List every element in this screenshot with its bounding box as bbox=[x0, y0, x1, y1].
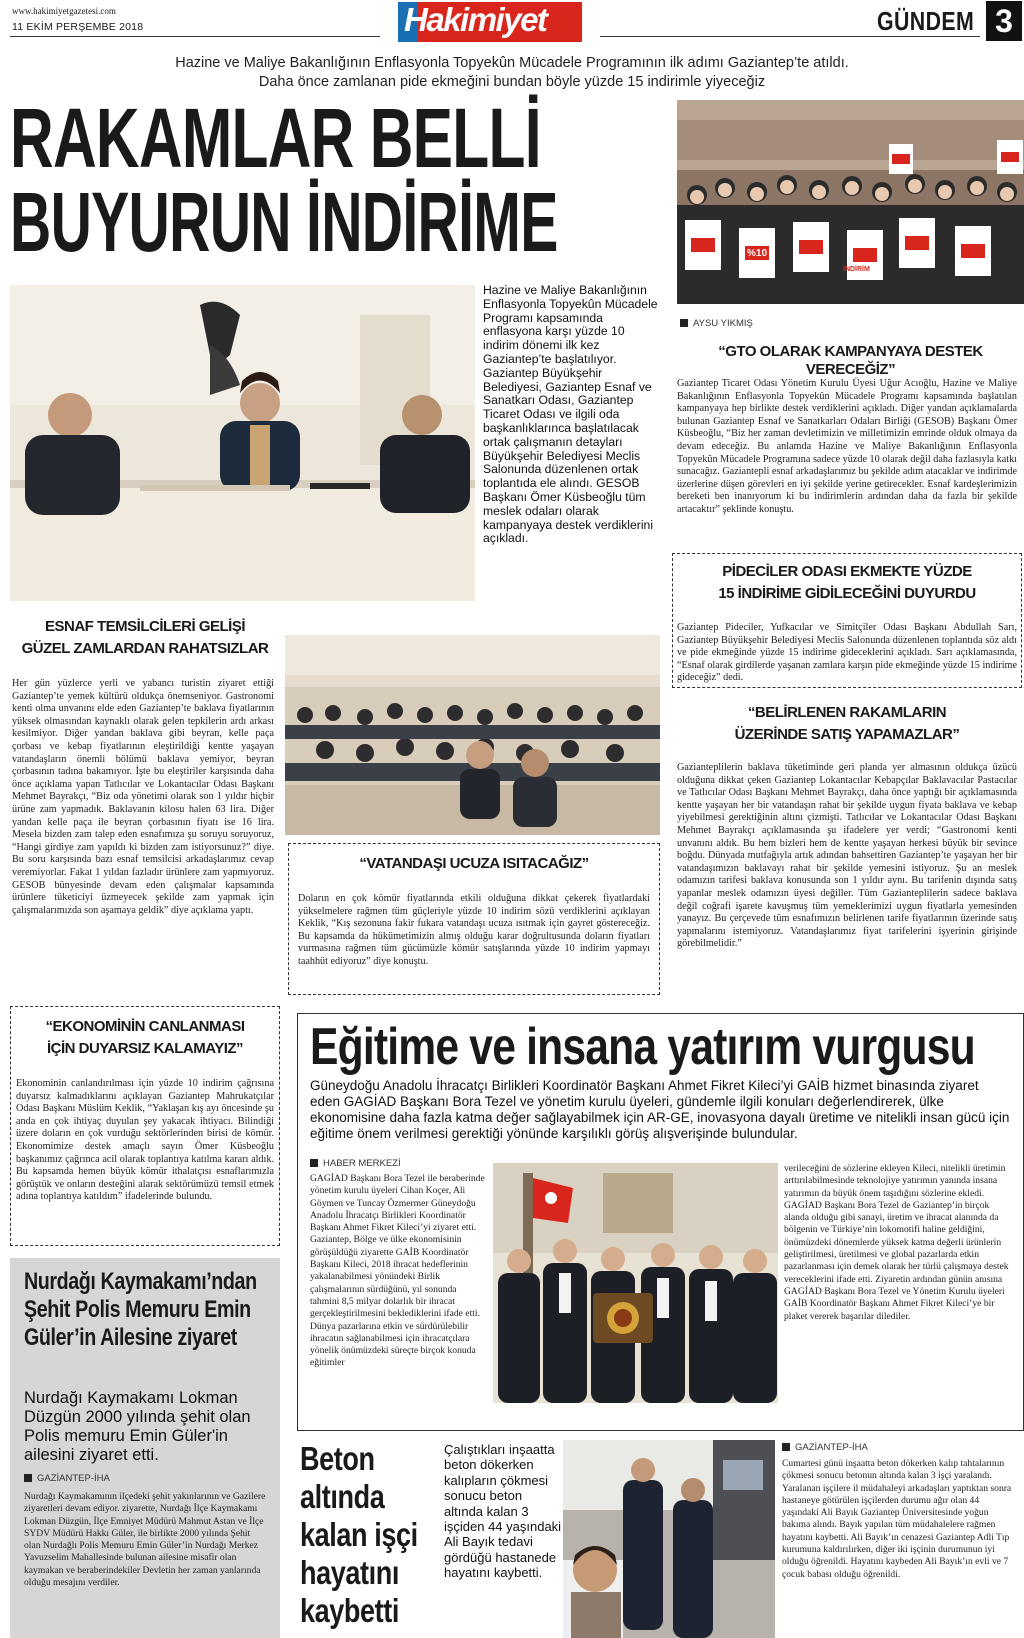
kicker-line-1: Hazine ve Maliye Bakanlığının Enflasyonla Topyekûn Mücadele Programının ilk adımı Gaziantep’te atıldı. bbox=[175, 55, 849, 71]
ekonomi-title-2: İÇİN DUYARSIZ KALAMAYIZ” bbox=[46, 1040, 244, 1057]
gto-body: Gaziantep Ticaret Odası Yönetim Kurulu Üyesi Uğur Acıoğlu, Hazine ve Maliye Bakanlığının Enflasyonla Topyekûn Mücadele Programı kapsamında başlatılan kampanyaya hep birlikte destek verdiklerini açıkladı. Diğer yandan açıklamalarda bulunan Gaziantep Esnaf ve Sanatkarları Odaları Birliği (GESOB) Başkanı Ömer Küsbeoğlu, “Biz her zaman devletimizin ve milletimizin emrinde olduk olmaya da devam edeceğiz. Bu anlamda Hazine ve Maliye Bakanlığının Enflasyonla Topyekûn Mücadele Programına sadece yüzde 10 olarak değil daha fazlasıyla katkı sunacağız. Gaziantepli esnaf arkadaşlarımız bu şekilde adım atacaklar ve indirimde üzerlerine düşen görevleri en iyi şekilde yerine getirecekler. Esnaf kardeşlerimizin bereketi ben inanıyorum ki bu indirimlerin ardından daha da fazla bir şekilde artacaktır” şeklinde konuştu. bbox=[677, 378, 1017, 515]
egitim-byline-text: HABER MERKEZİ bbox=[323, 1158, 401, 1169]
byline-marker bbox=[310, 1159, 318, 1167]
beton-body: Cumartesi günü inşaatta beton dökerken kalıp tahtalarının çökmesi sonucu betonun altında kalan 3 işçi yaralandı. Yaralanan işçilere il müdahaleyi arkadaşları yaptıktan sonra hastaneye götürülen işçilerden durumu ağır olan 44 yaşındaki Ali Bayık Gaziantep Üniversitesinde yoğun bakıma alındı. Bayık yapılan tüm müdahalelere rağmen hayatını kaybetti. Ali Bayık’ın cenazesi Gaziantep Adli Tıp kurumuna kaldırılırken, diğer iki işçinin durumunun iyi olduğu öğrenildi. Hayatını kaybeden Ali Bayık’ın evli ve 7 çocuk babası olduğu öğrenildi. bbox=[782, 1458, 1012, 1580]
sign-label-percent: %10 bbox=[747, 248, 768, 259]
byline-marker bbox=[680, 319, 688, 327]
vatandas-body: Doların en çok kömür fiyatlarında etkili olduğuna dikkat çekerek fiyatlardaki yükselmelere rağmen tüm güçleriyle yüzde 10 indirim sözü verdiklerini açıklayan Keklik, “Kış sezonuna fakir fukara vatandaşı ucuza ısıtmak için gayret göstereceğiz. Bu kapsamda da hükümetimizin almış olduğu karar doğrultusunda doların fiyatları vurmasına rağmen tüm gücümüzle kömür satışlarında yüzde 10 indirim yapmayı taahhüt ediyoruz” diye konuştu. bbox=[298, 893, 650, 967]
byline-marker bbox=[24, 1474, 32, 1482]
page-number: 3 bbox=[995, 3, 1013, 39]
esnaf-title-1: ESNAF TEMSİLCİLERİ GELİŞİ bbox=[44, 618, 245, 635]
section-rule bbox=[600, 36, 980, 37]
ekonomi-title-1: “EKONOMİNİN CANLANMASI bbox=[45, 1018, 245, 1035]
belirlenen-title-1: “BELİRLENEN RAKAMLARIN bbox=[747, 704, 947, 721]
campaign-photo bbox=[677, 100, 1024, 304]
headline-line-1: RAKAMLAR BELLİ bbox=[10, 91, 541, 185]
nurdagi-byline-text: GAZİANTEP-İHA bbox=[37, 1473, 110, 1484]
egitim-body-right: verileceğini de sözlerine ekleyen Kileci, nitelikli üretimin arttırılabilmesinde teknolojiye yatırımın yanında insana yatırımın da büyük önem taşıdığını sözlerine ekledi. GAGİAD Başkanı Bora Tezel de Gaziantep’in birçok alanda olduğu gibi sanayi, üretim ve ihracat alanında da bölgenin ve Türkiye’nin lokomotifi haline geldiğini, önümüzdeki dönemlerde yüksek katma değerli ürünlerin geliştirilmesi, üretilmesi ve global pazarlarda etkin pazarlanması için demek olarak her türlü çalışmaya destek vereceklerini ifade etti. Ziyaretin ardından günün anısına GAGİAD Başkanı Bora Tezel ve Yönetim Kurulu üyeleri GAİB Koordinatör Başkanı Ahmet Fikret Kileci’ye bir plaket vererek başarılar dilediler. bbox=[784, 1163, 1009, 1322]
beton-deck: Çalıştıkları inşaatta beton dökerken kalıpların çökmesi sonucu beton altında kalan 3 işçiden 44 yaşındaki Ali Bayık tedavi gördüğü hastanede hayatını kaybetti. bbox=[444, 1442, 562, 1581]
gto-title: “GTO OLARAK KAMPANYAYA DESTEK VERECEĞİZ” bbox=[718, 343, 983, 378]
issue-date: 11 EKİM PERŞEMBE 2018 bbox=[12, 21, 144, 33]
beton-byline bbox=[782, 1442, 868, 1453]
nurdagi-headline: Nurdağı Kaymakamı’ndan Şehit Polis Memuru Emin Güler’in Ailesine ziyaret bbox=[24, 1268, 257, 1351]
beton-headline: Beton altında kalan işçi hayatını kaybetti bbox=[300, 1440, 418, 1629]
section-title: GÜNDEM bbox=[877, 6, 975, 36]
kicker-line-2: Daha önce zamlanan pide ekmeğini bundan böyle yüzde 15 indirimle yiyeceğiz bbox=[258, 74, 766, 90]
pide-body: Gaziantep Pideciler, Yufkacılar ve Simitçiler Odası Başkanı Abdullah Sarı, Gaziantep Büyükşehir Belediyesi Meclis Salonunda düzenlenen toplantıda söz aldı ve pide ekmeğinde yüzde 15 indirime gideceklerini açıkladı. Sarı açıklamasında, “Esnaf olarak girdilerde yaşanan zamlara karşın pide ekmeğinde yüzde 15 indirime gideceğiz” dedi. bbox=[677, 622, 1017, 684]
main-lead: Hazine ve Maliye Bakanlığının Enflasyonla Topyekûn Mücadele Programı kapsamında enflasyona karşı yüzde 10 indirim dönemi ilk kez Gaziantep’te başlatılıyor. Gaziantep Büyükşehir Belediyesi, Gaziantep Esnaf ve Sanatkarı Odası, Gaziantep Ticaret Odası ve ilgili oda başkanlıklarınca başlatılacak ortak çalışmanın detayları Büyükşehir Belediyesi Meclis Salonunda düzenlenen ortak toplantıda ele alındı. GESOB Başkanı Ömer Küsbeoğlu tüm meslek odaları olarak kampanyaya destek verdiklerini açıkladı. bbox=[483, 283, 658, 546]
beton-byline-text: GAZİANTEP-İHA bbox=[795, 1442, 868, 1453]
egitim-byline bbox=[310, 1158, 401, 1169]
egitim-headline: Eğitime ve insana yatırım vurgusu bbox=[310, 1018, 975, 1076]
meeting-photo bbox=[10, 285, 475, 601]
headline-line-2: BUYURUN İNDİRİME bbox=[10, 175, 558, 269]
esnaf-body: Her gün yüzlerce yerli ve yabancı turistin ziyaret ettiği Gaziantep’te yemek kültürü oldukça önemseniyor. Gastronomi kenti olma unvanını elde eden Gaziantep’te baklava fiyatlarının yüksek olmasından kaynaklı olarak gelen tepkilerin ardı arkası kesilmiyor. Diğer yandan baklava gibi beyran, kelle paça çorbası ve kebap fiyatlarının eleştirildiği kentte yaşayan vatandaşların önemli bölümü baklava yemiyor, beyran çorbasının tadına bakamıyor. İşte bu eleştiriler karşısında daha önce açıklama yapan Tatlıcılar ve Lokantacılar Odası Başkanı Mehmet Bayrakçı, “Biz oda yönetimi olarak son 1 yıldır hiçbir ürüne zam yapmadık. Baklavanın kilosu halen 63 lira. Diğer yandan kelle paça ile beyran çorbasının fiyatı ise 16 lira. Mesela bizden zam talep eden esnafımıza şu soruyu soruyoruz, “Hangi girdiye zam yapıldı ki bizden zam istiyorsunuz?” diye. Bu soru karşısında bazı esnaf temsilcisi arkadaşlarımız cevap veremiyorlar. Fakat 1 yıldan fazladır ürünlere zam yapmıyoruz. GESOB bünyesinde devam eden çalışmalar kapsamında ürünlere tüketiciyi üzmeyecek şekilde zam yapmak için çalışmalarımızda son aşamaya geldik” diye açıklama yaptı. bbox=[12, 678, 274, 916]
page-number-box bbox=[986, 1, 1022, 41]
vatandas-title: “VATANDAŞI UCUZA ISITACAĞIZ” bbox=[359, 855, 589, 872]
pide-title-2: 15 İNDİRİME GİDİLECEĞİNİ DUYURDU bbox=[718, 585, 976, 602]
nurdagi-body: Nurdağı Kaymakamının ilçedeki şehit yakınlarının ve Gazilere ziyaretleri devam ediyor. ziyarette, Nurdağı İlçe Kaymakamı Lokman Düzgün, İlçe Emniyet Müdürü Mahmut Astan ve İlçe SYDV Müdürü Hakkı Güler, ile birlikte 2000 yılında Şehit olan Nurdağlı Polis Memuru Emin Güler’in Nurdağı Merkez Yavuzselim Mahallesinde bulunan ailesine misafir olan kaymakan ve beraberindekiler Devletin her zaman yanlarında olduğu mesajını verdiler. bbox=[24, 1491, 266, 1589]
byline-marker bbox=[782, 1443, 790, 1451]
esnaf-title-2: GÜZEL ZAMLARDAN RAHATSIZLAR bbox=[21, 640, 269, 657]
pide-title-1: PİDECİLER ODASI EKMEKTE YÜZDE bbox=[722, 563, 972, 580]
website-url[interactable]: www.hakimiyetgazetesi.com bbox=[12, 6, 116, 16]
egitim-body-left: GAGİAD Başkanı Bora Tezel ile beraberinde yönetim kurulu üyeleri Cihan Koçer, Ali Göymen ve Tuncay Özmermer Güneydoğu Anadolu İhracatçı Birlikleri Koordinatör Başkanı Ahmet Fikret Kileci’yi ziyaret etti. Gaziantep, Bölge ve ülke ekonomisinin görüşüldüğü ziyarette GAİB Koordinatör Başkanı Kileci, 2018 ihracat hedeflerinin yakalanabilmesi yönündeki Birlik çalışmalarının sürdüğünü, yıl sonunda tahmini 8,5 milyar dolarlık bir ihracat gerçekleştirilmesini beklediklerini ifade etti. Dünya pazarlarına etkin ve sürdürülebilir ihracatın sağlanabilmesi için ihracatçılara yönelik önümüzdeki süreçte birçok konuda eğitimler bbox=[310, 1173, 485, 1369]
gto-byline-text: AYSU YIKMIŞ bbox=[693, 318, 753, 329]
sign-label-indirim: İNDİRİM bbox=[843, 266, 870, 273]
belirlenen-title-2: ÜZERİNDE SATIŞ YAPAMAZLAR” bbox=[734, 726, 960, 743]
accident-photo bbox=[563, 1440, 775, 1638]
nurdagi-byline bbox=[24, 1473, 110, 1484]
nurdagi-deck: Nurdağı Kaymakamı Lokman Düzgün 2000 yılında şehit olan Polis memuru Emin Güler'in ailesini ziyaret etti. bbox=[24, 1389, 251, 1464]
meeting-hall-photo bbox=[285, 635, 660, 835]
gagiad-visit-photo bbox=[493, 1163, 778, 1403]
logo-text: Hakimiyet bbox=[404, 1, 547, 38]
belirlenen-body: Gazianteplilerin baklava tüketiminde geri planda yer almasının oldukça üzücü olduğuna dikkat çeken Gaziantep Lokantacılar Kebapçılar Baklavacılar Pastacılar ve Tatlıcılar Odası Başkanı Mehmet Bayrakçı, daha önce yaptığı bir açıklamasında kentte yaşayan her bir vatandaşın rahat bir şekilde uygun fiyata baklava ve kebap yiyebilmesi gerektiğinin altını çizmişti. Tatlıcılar ve Lokantacılar Odası Başkanı Mehmet Bayrakçı açıklamasında şu ifadelere yer verdi; “Gastronomi kenti unvanını aldık. Bu hem bizleri hem de kentte yaşayan herkesi büyük bir sevince boğdu. Dünyada mutfağıyla artık adından bahsettiren Gaziantep’te yaşayan her bir vatandaşımızın baklavayı rahat bir şekilde yemesini istiyoruz. Şu an meslek odamızın tarifesi baklava konusunda son 1 yıldır aynı. Bu tarifenin dışında satış yapanlar meslek odamızın üyesi değiller. Tüm Gazianteplilerin sadece baklava değil coğrafi işarete kavuşmuş tüm yemeklerimizi uygun fiyatlarla yemesinden yanayız. Bu çerçevede tüm esnafımızın belirlenen tarife fiyatlarının üzerinde satış yapmalarını istemiyoruz. Vatandaşlarımız fiyat tarifelerini işyerinin girişinde görebilmelidir.” bbox=[677, 762, 1017, 950]
egitim-deck: Güneydoğu Anadolu İhracatçı Birlikleri Koordinatör Başkanı Ahmet Fikret Kileci’yi GAİB hizmet binasında ziyaret eden GAGİAD Başkanı Bora Tezel ve yönetim kurulu üyeleri, gündemle ilgili konuları değerlendirerek, ülke ekonomisine daha fazla katma değer sağlayabilmek için AR-GE, inovasyona dayalı üretime ve nitelikli insan gücü için eğitime önem verilmesi gerektiği yönünde karşılıklı görüş alışverişinde bulundular. bbox=[310, 1078, 1010, 1141]
newspaper-logo[interactable] bbox=[398, 2, 582, 42]
gto-byline bbox=[680, 318, 753, 329]
date-rule bbox=[10, 36, 380, 37]
ekonomi-body: Ekonominin canlandırılması için yüzde 10 indirim çağrısına duyarsız kalmadıklarını açıklayan Gaziantep Mahrukatçılar Odası Başkanı Müslüm Keklik, “Yaklaşan kış ayı öncesinde şu anda en çok ihtiyaç duyulan şey yakacak ihtiyacı. Bilindiği üzere doların en çok vurduğu sektörlerinden birisi de kömür. Ekonomimize destek amaçlı sayın Ömer Küsbeoğlu başkanımız çağrınca acil olarak toplantıya katılma kararı aldık. Bu kapsamda hemen büyük kömür ithalatçısı esnaflarımızla görüştük ve onların desteğini alarak sektörümüzü temsil etmek adına toplantıya katıldım” ifadelerinde bulundu. bbox=[16, 1078, 274, 1203]
